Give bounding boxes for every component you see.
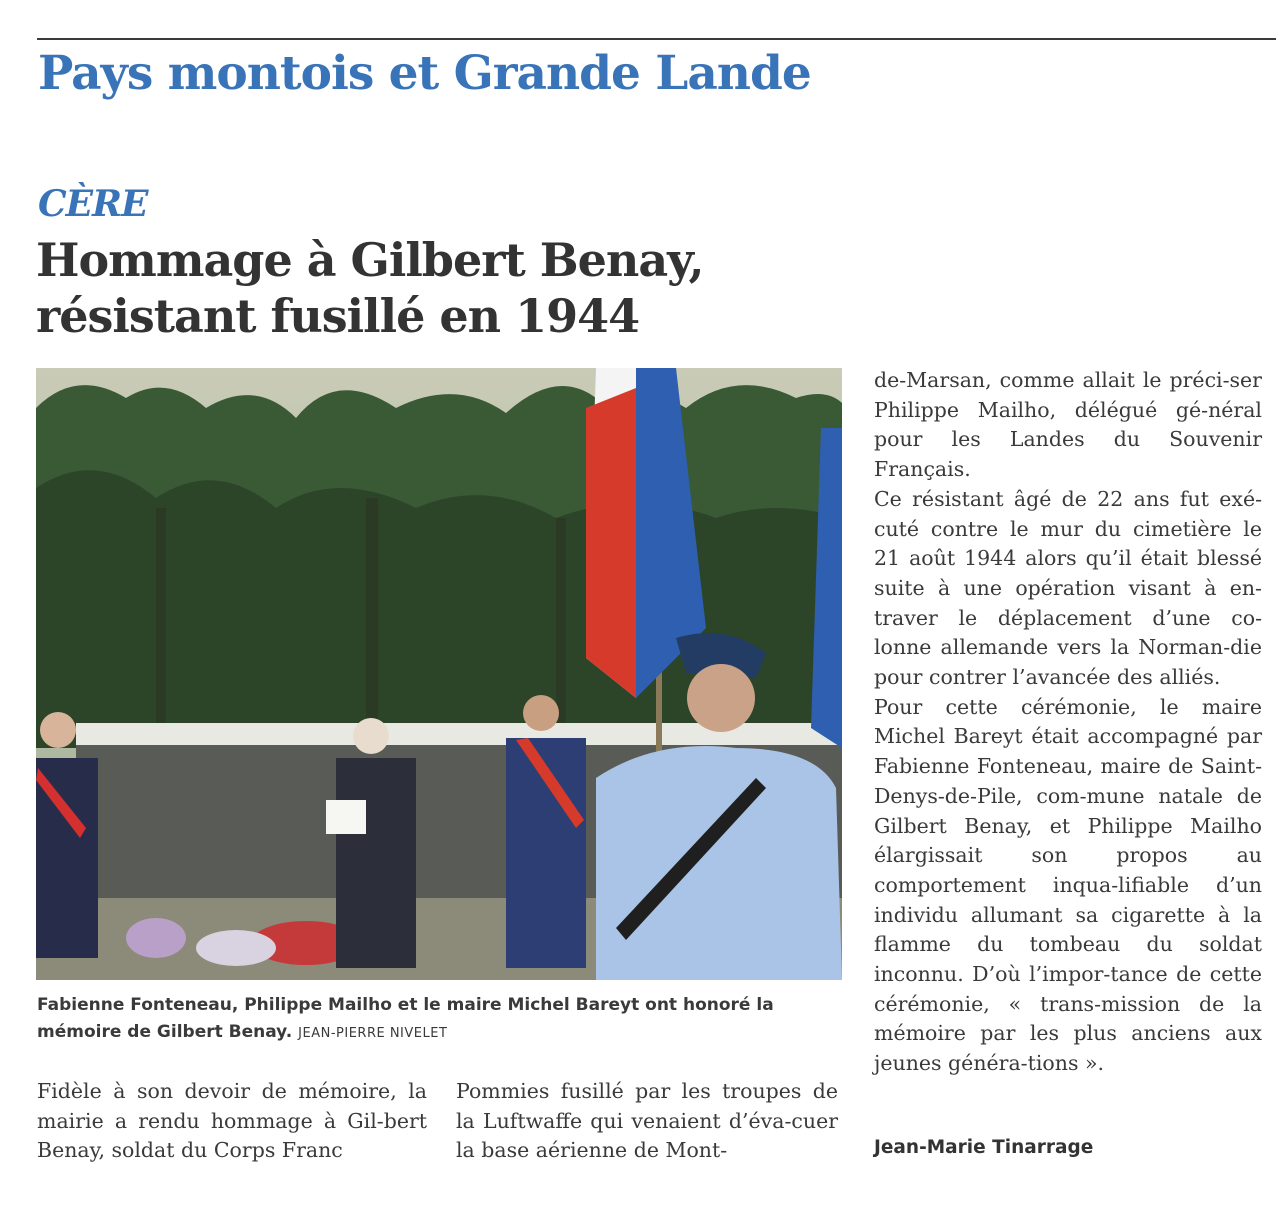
caption-text: Fabienne Fonteneau, Philippe Mailho et le maire Michel Bareyt ont honoré la mémoire de Gilbert Benay. xyxy=(37,995,774,1042)
article-column-2 xyxy=(456,1077,838,1166)
headline-line-1: Hommage à Gilbert Benay, xyxy=(36,233,704,287)
col1-paragraph: Fidèle à son devoir de mémoire, la mairie a rendu hommage à Gil-bert Benay, soldat du Corps Franc xyxy=(37,1079,427,1163)
photo-caption xyxy=(37,992,847,1047)
person-speaker xyxy=(336,758,416,968)
col2-paragraph: Pommies fusillé par les troupes de la Luftwaffe qui venaient d’éva-cuer la base aérienne de Mont- xyxy=(456,1079,838,1163)
author-signature: Jean-Marie Tinarrage xyxy=(874,1137,1094,1158)
article-headline xyxy=(36,232,796,344)
col3-paragraph-2: Ce résistant âgé de 22 ans fut exé-cuté contre le mur du cimetière le 21 août 1944 alors qu’il était blessé suite à une opération visant à en-traver le déplacement d’une co-lonne allemande vers la Norman-die pour contrer l’avancée des alliés. xyxy=(874,486,1262,690)
top-rule xyxy=(37,38,1276,40)
article-column-3 xyxy=(874,366,1262,1079)
photo-credit: JEAN-PIERRE NIVELET xyxy=(298,1026,448,1041)
flag-red xyxy=(586,388,636,698)
article-kicker: CÈRE xyxy=(38,183,148,225)
person-veteran xyxy=(596,746,842,980)
section-title: Pays montois et Grande Lande xyxy=(38,46,811,101)
article-photo xyxy=(36,368,842,980)
headline-line-2: résistant fusillé en 1944 xyxy=(36,289,640,343)
article-column-1 xyxy=(37,1077,427,1166)
col3-paragraph-3: Pour cette cérémonie, le maire Michel Bareyt était accompagné par Fabienne Fonteneau, maire de Saint-Denys-de-Pile, com-mune natale de Gilbert Benay, et Philippe Mailho élargissait son propos au comportement inqua-lifiable d’un individu allumant sa cigarette à la flamme du tombeau du soldat inconnu. D’où l’impor-tance de cette cérémonie, « trans-mission de la mémoire par les plus anciens aux jeunes généra-tions ». xyxy=(874,694,1262,1076)
col3-paragraph-1: de-Marsan, comme allait le préci-ser Philippe Mailho, délégué gé-néral pour les Landes du Souvenir Français. xyxy=(874,368,1262,482)
ceremony-illustration xyxy=(36,368,842,980)
